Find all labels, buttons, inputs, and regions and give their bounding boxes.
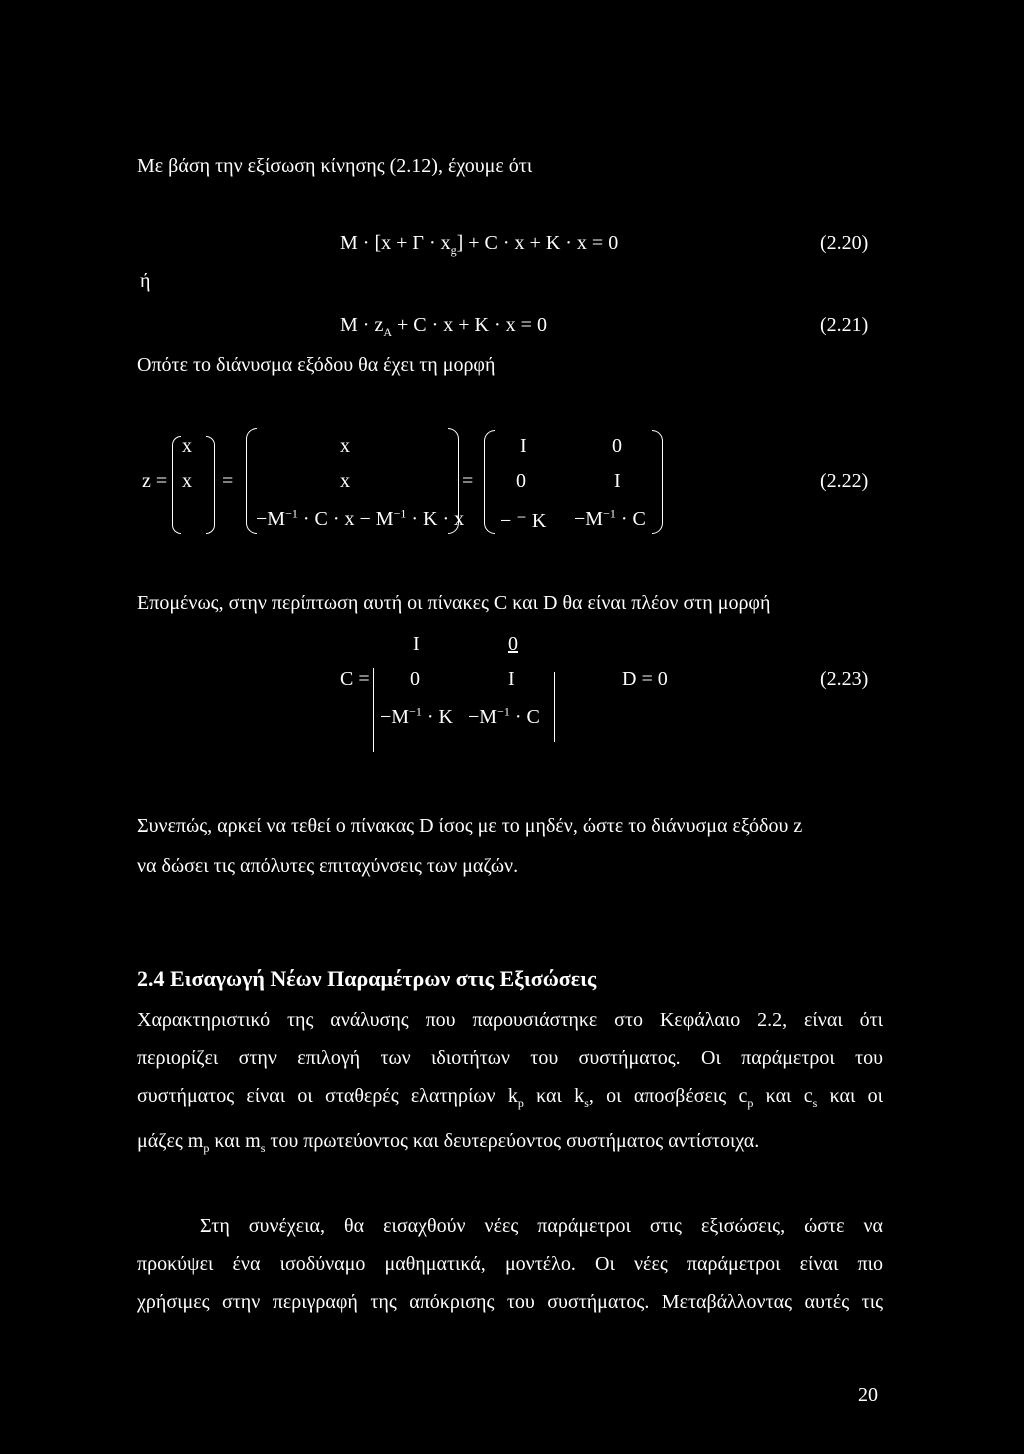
- equation-number-2-20: (2.20): [820, 232, 869, 254]
- equation-2-20: $M \cdot [x + \Gamma \cdot x_g] + C \cdot x + K \cdot x = 0$: [340, 232, 619, 257]
- paragraph-1-line-1: Χαρακτηριστικό της ανάλυσης που παρουσιάστηκε στο Κεφάλαιο 2.2, είναι ότι: [137, 1009, 883, 1031]
- right-paren: [652, 430, 663, 534]
- right-paren: [448, 428, 459, 534]
- left-paren: [172, 436, 181, 534]
- z-label: z =: [142, 470, 168, 492]
- equation-number-2-22: (2.22): [820, 470, 869, 492]
- matrices-intro-text: Επομένως, στην περίπτωση αυτή οι πίνακες C και D θα είναι πλέον στη μορφή: [137, 592, 771, 614]
- c-label: C =: [340, 668, 370, 690]
- equals-2: =: [462, 470, 474, 492]
- conclusion-line-2: να δώσει τις απόλυτες επιταχύνσεις των μαζών.: [137, 855, 519, 877]
- vec1-r1: x: [182, 435, 192, 457]
- equation-2-21: $M \cdot z_A + C \cdot x + K \cdot x = 0$: [340, 314, 547, 339]
- paragraph-1-line-3: συστήματος είναι οι σταθερές ελατηρίων $k_p$ και $k_s$, οι αποσβέσεις $c_p$ και $c_s$ και οι: [137, 1085, 883, 1110]
- c-r2-c1: 0: [410, 668, 420, 690]
- c-r3-c2: $-M^{-1} \cdot C$: [468, 704, 540, 728]
- mat-r1-c1: I: [520, 435, 527, 457]
- paragraph-2-line-3: χρήσιμες στην περιγραφή της απόκρισης του συστήματος. Μεταβάλλοντας αυτές τις: [137, 1291, 883, 1313]
- vec2-r3: $-M^{-1} \cdot C \cdot x - M^{-1} \cdot K \cdot x$: [256, 506, 465, 530]
- right-paren: [206, 436, 215, 534]
- paragraph-2-line-1: Στη συνέχεια, θα εισαχθούν νέες παράμετροι στις εξισώσεις, ώστε να: [200, 1215, 883, 1237]
- mat-r1-c2: 0: [612, 435, 622, 457]
- or-word: ή: [140, 270, 151, 292]
- mat-r3-c1: − ⁻ K: [500, 510, 547, 532]
- mat-r3-c2: $-M^{-1} \cdot C$: [574, 506, 646, 530]
- paragraph-2-line-2: προκύψει ένα ισοδύναμο μαθηματικά, μοντέλο. Οι νέες παράμετροι είναι πιο: [137, 1253, 883, 1275]
- paragraph-1-line-2: περιορίζει στην επιλογή των ιδιοτήτων του συστήματος. Οι παράμετροι του: [137, 1047, 883, 1069]
- intro-text: Με βάση την εξίσωση κίνησης (2.12), έχουμε ότι: [137, 155, 533, 177]
- equation-number-2-23: (2.23): [820, 668, 869, 690]
- c-r1-c2: 0: [508, 633, 518, 655]
- mat-r2-c1: 0: [516, 470, 526, 492]
- c-r1-c1: I: [413, 633, 420, 655]
- right-bar: [554, 672, 555, 742]
- section-title: 2.4 Εισαγωγή Νέων Παραμέτρων στις Εξισώσεις: [137, 966, 597, 991]
- d-equals-zero: D = 0: [622, 668, 668, 690]
- vec2-r2: x: [340, 470, 350, 492]
- equation-number-2-21: (2.21): [820, 314, 869, 336]
- mat-r2-c2: I: [614, 470, 621, 492]
- c-r2-c2: I: [508, 668, 515, 690]
- equals-1: =: [222, 470, 234, 492]
- left-paren: [484, 430, 495, 534]
- output-intro-text: Οπότε το διάνυσμα εξόδου θα έχει τη μορφή: [137, 354, 496, 376]
- vec1-r2: x: [182, 470, 192, 492]
- page-number: 20: [858, 1384, 878, 1406]
- left-bar: [373, 668, 374, 752]
- paragraph-1-line-4: μάζες $m_p$ και $m_s$ του πρωτεύοντος και δευτερεύοντος συστήματος αντίστοιχα.: [137, 1130, 760, 1155]
- c-r3-c1: $-M^{-1} \cdot K$: [380, 704, 453, 728]
- vec2-r1: x: [340, 435, 350, 457]
- conclusion-line-1: Συνεπώς, αρκεί να τεθεί ο πίνακας D ίσος με το μηδέν, ώστε το διάνυσμα εξόδου z: [137, 815, 803, 837]
